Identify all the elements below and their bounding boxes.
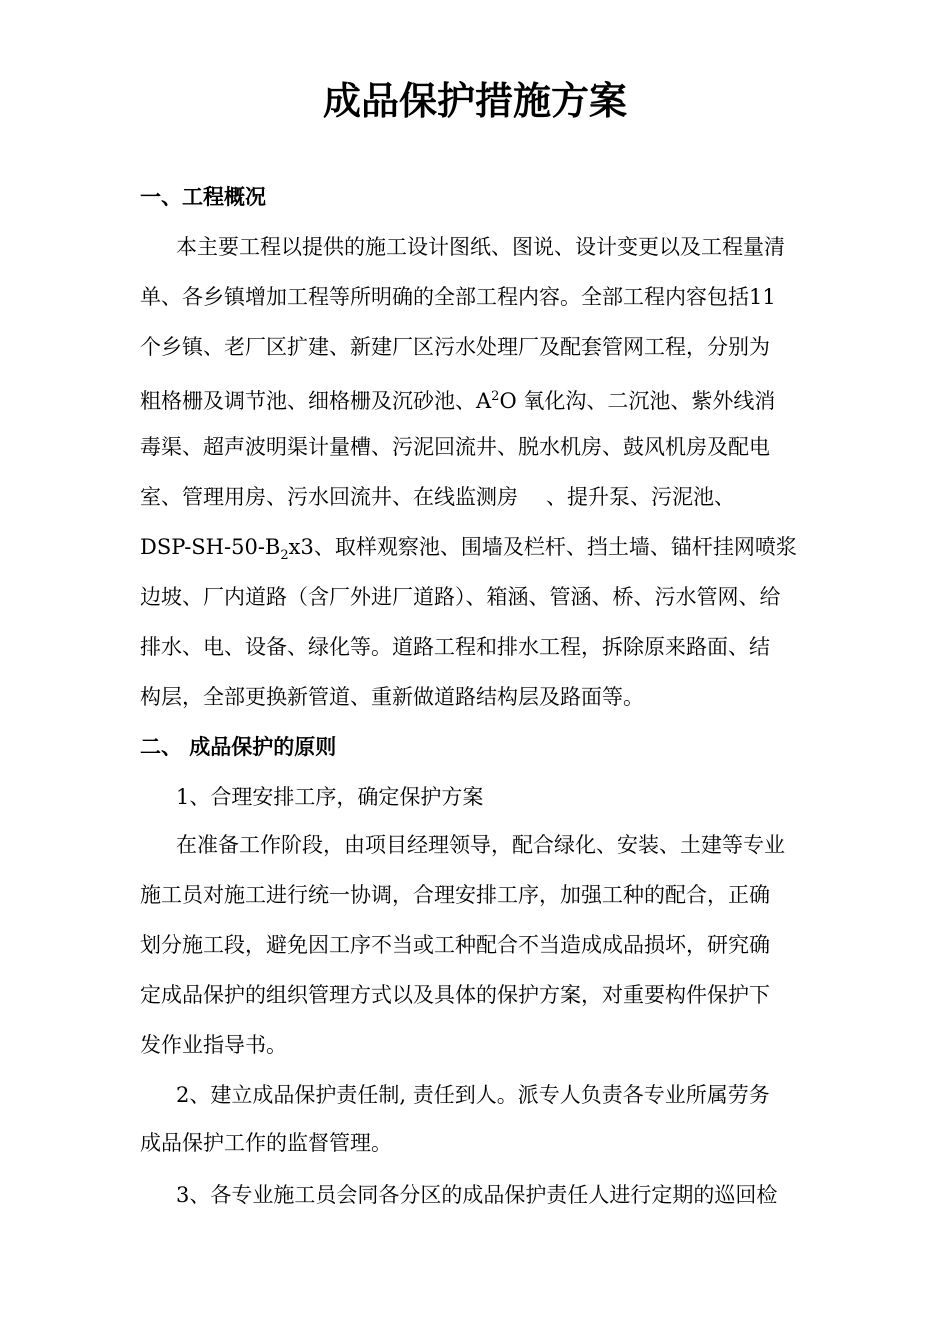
text-segment: O 氧化沟、二沉池、紫外线消 xyxy=(499,389,776,413)
paragraph-line xyxy=(140,532,797,571)
paragraph-line: 2、建立成品保护责任制, 责任到人。派专人负责各专业所属劳务 xyxy=(176,1083,770,1107)
paragraph-line: 划分施工段，避免因工序不当或工种配合不当造成成品损坏，研究确 xyxy=(140,933,770,957)
paragraph-line: 排水、电、设备、绿化等。道路工程和排水工程，拆除原来路面、结 xyxy=(140,635,770,659)
paragraph-line xyxy=(140,482,735,512)
text-segment: x3、取样观察池、围墙及栏杆、挡土墙、锚杆挂网喷浆 xyxy=(288,535,797,559)
text-segment: 粗格栅及调节池、细格栅及沉砂池、A xyxy=(140,389,492,413)
text-segment: DSP-SH-50-B xyxy=(140,535,281,559)
paragraph-line: 施工员对施工进行统一协调，合理安排工序，加强工种的配合，正确 xyxy=(140,883,770,907)
paragraph-line: 发作业指导书。 xyxy=(140,1033,287,1057)
paragraph-line xyxy=(140,382,775,416)
text-segment: 、提升泵、污泥池、 xyxy=(546,485,735,509)
paragraph-line: 毒渠、超声波明渠计量槽、污泥回流井、脱水机房、鼓风机房及配电 xyxy=(140,435,770,459)
list-item-title: 1、合理安排工序，确定保护方案 xyxy=(176,785,484,809)
document-title: 成品保护措施方案 xyxy=(322,78,627,123)
section-heading-principles: 二、 成品保护的原则 xyxy=(140,734,337,759)
superscript: 2 xyxy=(491,389,500,404)
paragraph-line: 在准备工作阶段，由项目经理领导，配合绿化、安装、土建等专业 xyxy=(176,833,785,857)
paragraph-line: 单、各乡镇增加工程等所明确的全部工程内容。全部工程内容包括11 xyxy=(140,285,776,309)
paragraph-line: 构层，全部更换新管道、重新做道路结构层及路面等。 xyxy=(140,685,644,709)
paragraph-line: 个乡镇、老厂区扩建、新建厂区污水处理厂及配套管网工程，分别为 xyxy=(140,335,770,359)
paragraph-line: 定成品保护的组织管理方式以及具体的保护方案，对重要构件保护下 xyxy=(140,983,770,1007)
subscript: 2 xyxy=(280,548,289,564)
paragraph-line: 3、各专业施工员会同各分区的成品保护责任人进行定期的巡回检 xyxy=(176,1183,778,1207)
section-heading-overview: 一、工程概况 xyxy=(140,184,266,209)
text-segment: 室、管理用房、污水回流井、在线监测房 xyxy=(140,485,518,509)
paragraph-line: 边坡、厂内道路（含厂外进厂道路）、箱涵、管涵、桥、污水管网、给 xyxy=(140,585,781,609)
paragraph-line: 本主要工程以提供的施工设计图纸、图说、设计变更以及工程量清 xyxy=(176,235,785,259)
paragraph-line: 成品保护工作的监督管理。 xyxy=(140,1131,392,1155)
